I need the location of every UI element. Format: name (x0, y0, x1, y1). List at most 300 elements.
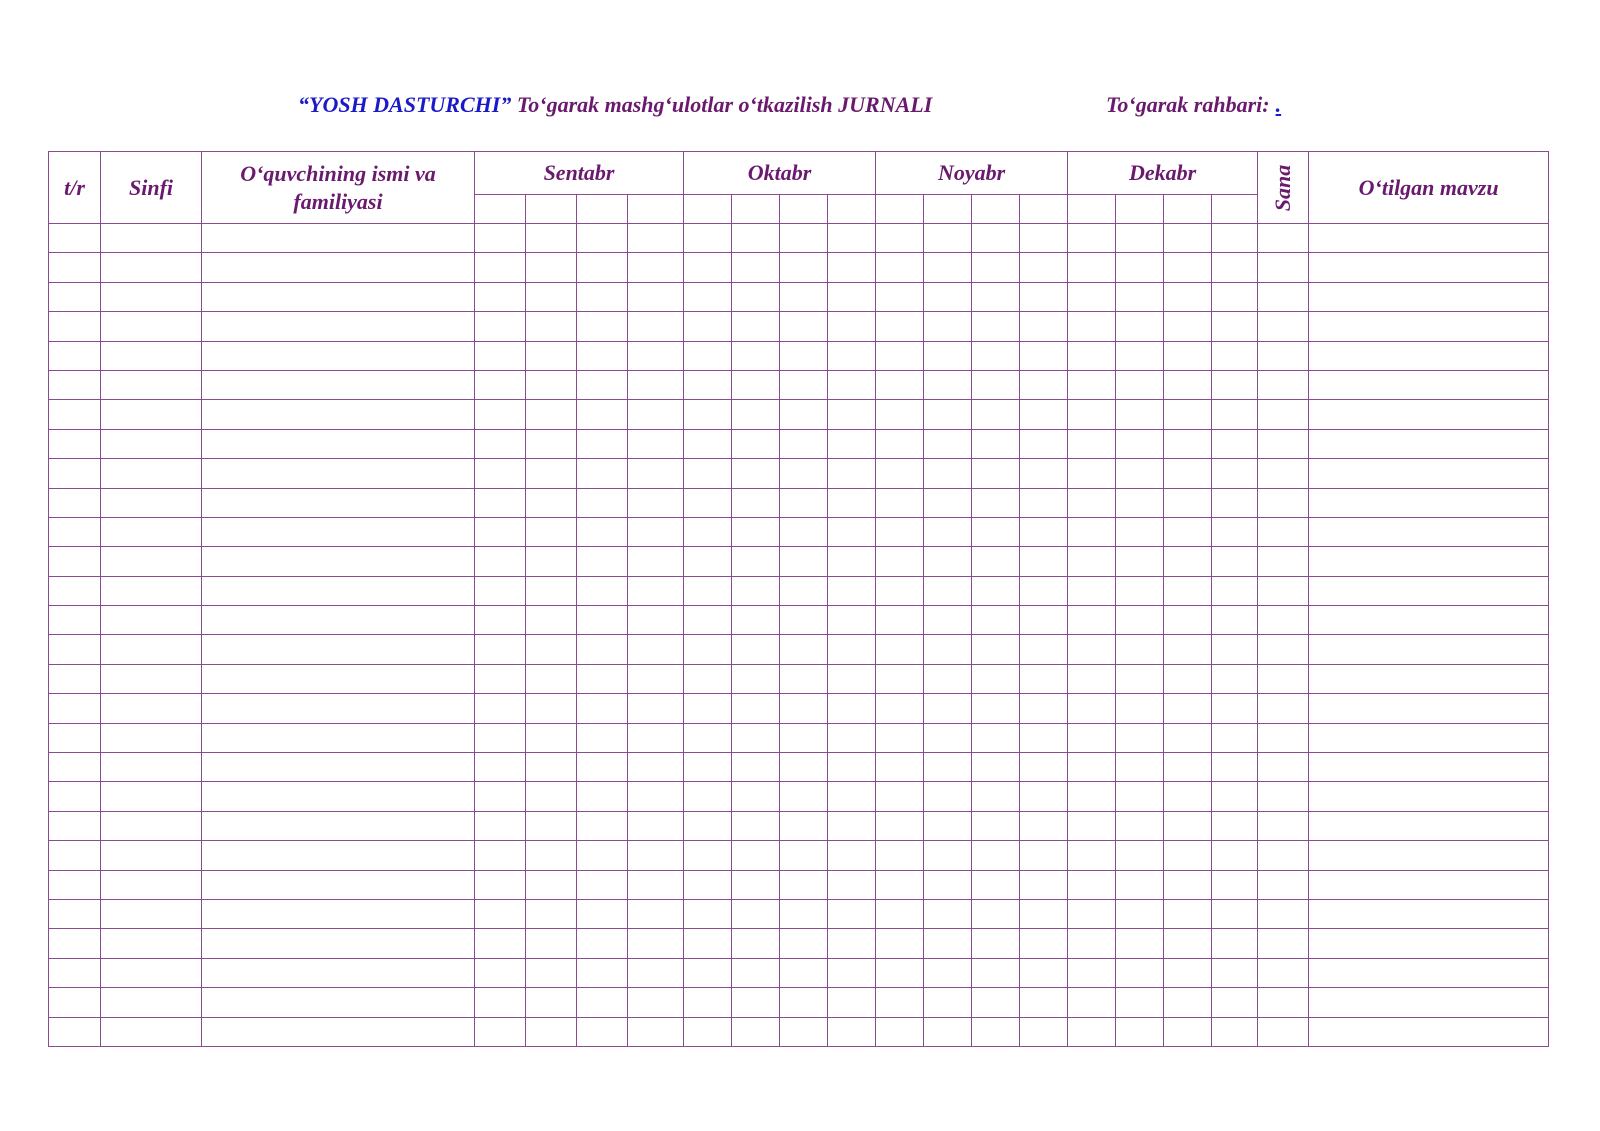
table-cell[interactable] (876, 547, 924, 576)
table-cell[interactable] (1068, 517, 1116, 546)
table-cell[interactable] (924, 664, 972, 693)
table-cell[interactable] (1164, 841, 1212, 870)
table-cell[interactable] (628, 811, 684, 840)
table-cell[interactable] (101, 224, 202, 253)
table-cell[interactable] (628, 488, 684, 517)
table-cell[interactable] (1309, 400, 1549, 429)
table-cell[interactable] (1258, 576, 1309, 605)
table-cell[interactable] (1020, 224, 1068, 253)
table-cell[interactable] (1164, 429, 1212, 458)
table-cell[interactable] (684, 547, 732, 576)
table-cell[interactable] (202, 400, 475, 429)
table-cell[interactable] (49, 929, 101, 958)
table-cell[interactable] (1309, 635, 1549, 664)
table-cell[interactable] (684, 282, 732, 311)
table-cell[interactable] (732, 606, 780, 635)
table-cell[interactable] (49, 282, 101, 311)
table-cell[interactable] (1068, 782, 1116, 811)
table-cell[interactable] (828, 312, 876, 341)
table-cell[interactable] (732, 929, 780, 958)
table-cell[interactable] (1258, 870, 1309, 899)
table-cell[interactable] (1164, 988, 1212, 1017)
table-cell[interactable] (780, 341, 828, 370)
table-cell[interactable] (101, 664, 202, 693)
table-cell[interactable] (1116, 488, 1164, 517)
table-cell[interactable] (1309, 664, 1549, 693)
table-cell[interactable] (1068, 488, 1116, 517)
table-cell[interactable] (876, 664, 924, 693)
table-cell[interactable] (1212, 576, 1258, 605)
table-cell[interactable] (202, 958, 475, 987)
table-cell[interactable] (780, 1017, 828, 1046)
table-cell[interactable] (876, 253, 924, 282)
table-cell[interactable] (202, 929, 475, 958)
table-cell[interactable] (780, 899, 828, 928)
table-cell[interactable] (1068, 224, 1116, 253)
table-cell[interactable] (732, 811, 780, 840)
table-cell[interactable] (1309, 488, 1549, 517)
table-cell[interactable] (828, 224, 876, 253)
table-cell[interactable] (924, 224, 972, 253)
table-cell[interactable] (924, 547, 972, 576)
table-cell[interactable] (828, 517, 876, 546)
table-cell[interactable] (49, 400, 101, 429)
table-cell[interactable] (202, 488, 475, 517)
table-cell[interactable] (577, 635, 628, 664)
table-cell[interactable] (1068, 370, 1116, 399)
table-cell[interactable] (1309, 782, 1549, 811)
table-cell[interactable] (475, 841, 526, 870)
table-cell[interactable] (577, 400, 628, 429)
table-cell[interactable] (828, 488, 876, 517)
table-cell[interactable] (1116, 547, 1164, 576)
table-cell[interactable] (876, 459, 924, 488)
table-cell[interactable] (49, 224, 101, 253)
table-cell[interactable] (1309, 870, 1549, 899)
table-cell[interactable] (49, 694, 101, 723)
table-cell[interactable] (1258, 723, 1309, 752)
table-cell[interactable] (780, 547, 828, 576)
table-cell[interactable] (876, 694, 924, 723)
table-cell[interactable] (1020, 517, 1068, 546)
table-cell[interactable] (828, 988, 876, 1017)
table-cell[interactable] (876, 312, 924, 341)
table-cell[interactable] (684, 1017, 732, 1046)
table-cell[interactable] (684, 664, 732, 693)
table-cell[interactable] (1116, 899, 1164, 928)
table-cell[interactable] (780, 929, 828, 958)
table-cell[interactable] (475, 723, 526, 752)
table-cell[interactable] (1116, 723, 1164, 752)
table-cell[interactable] (1068, 870, 1116, 899)
table-cell[interactable] (924, 811, 972, 840)
table-cell[interactable] (49, 488, 101, 517)
table-cell[interactable] (202, 811, 475, 840)
table-cell[interactable] (1258, 606, 1309, 635)
table-cell[interactable] (780, 635, 828, 664)
table-cell[interactable] (828, 694, 876, 723)
table-cell[interactable] (526, 282, 577, 311)
table-cell[interactable] (101, 341, 202, 370)
table-cell[interactable] (1068, 899, 1116, 928)
table-cell[interactable] (876, 753, 924, 782)
table-cell[interactable] (924, 517, 972, 546)
table-cell[interactable] (924, 753, 972, 782)
table-cell[interactable] (1164, 517, 1212, 546)
table-cell[interactable] (732, 841, 780, 870)
table-cell[interactable] (972, 811, 1020, 840)
table-cell[interactable] (1068, 312, 1116, 341)
table-cell[interactable] (526, 870, 577, 899)
table-cell[interactable] (780, 811, 828, 840)
table-cell[interactable] (1258, 958, 1309, 987)
table-cell[interactable] (628, 576, 684, 605)
table-cell[interactable] (1068, 929, 1116, 958)
table-cell[interactable] (1258, 488, 1309, 517)
table-cell[interactable] (1020, 782, 1068, 811)
table-cell[interactable] (49, 841, 101, 870)
table-cell[interactable] (972, 370, 1020, 399)
table-cell[interactable] (49, 664, 101, 693)
table-cell[interactable] (1258, 899, 1309, 928)
table-cell[interactable] (1020, 723, 1068, 752)
table-cell[interactable] (101, 635, 202, 664)
table-cell[interactable] (1212, 517, 1258, 546)
table-cell[interactable] (475, 635, 526, 664)
table-cell[interactable] (972, 1017, 1020, 1046)
table-cell[interactable] (101, 782, 202, 811)
table-cell[interactable] (924, 723, 972, 752)
table-cell[interactable] (1212, 282, 1258, 311)
table-cell[interactable] (876, 341, 924, 370)
table-cell[interactable] (526, 753, 577, 782)
table-cell[interactable] (202, 517, 475, 546)
table-cell[interactable] (876, 282, 924, 311)
table-cell[interactable] (1309, 517, 1549, 546)
table-cell[interactable] (1020, 870, 1068, 899)
table-cell[interactable] (780, 694, 828, 723)
table-cell[interactable] (1020, 400, 1068, 429)
table-cell[interactable] (628, 547, 684, 576)
table-cell[interactable] (1164, 370, 1212, 399)
table-cell[interactable] (1020, 459, 1068, 488)
table-cell[interactable] (828, 547, 876, 576)
table-cell[interactable] (1258, 253, 1309, 282)
table-cell[interactable] (202, 224, 475, 253)
table-cell[interactable] (780, 429, 828, 458)
table-cell[interactable] (101, 517, 202, 546)
table-cell[interactable] (49, 429, 101, 458)
table-cell[interactable] (1258, 1017, 1309, 1046)
table-cell[interactable] (526, 664, 577, 693)
table-cell[interactable] (1020, 958, 1068, 987)
table-cell[interactable] (202, 370, 475, 399)
table-cell[interactable] (526, 988, 577, 1017)
table-cell[interactable] (1068, 723, 1116, 752)
table-cell[interactable] (101, 1017, 202, 1046)
table-cell[interactable] (628, 841, 684, 870)
table-cell[interactable] (780, 606, 828, 635)
table-cell[interactable] (1116, 606, 1164, 635)
table-cell[interactable] (684, 723, 732, 752)
table-cell[interactable] (1116, 753, 1164, 782)
table-cell[interactable] (1212, 899, 1258, 928)
table-cell[interactable] (1212, 929, 1258, 958)
table-cell[interactable] (628, 870, 684, 899)
table-cell[interactable] (1020, 811, 1068, 840)
table-cell[interactable] (1164, 282, 1212, 311)
table-cell[interactable] (1116, 400, 1164, 429)
table-cell[interactable] (684, 576, 732, 605)
table-cell[interactable] (475, 576, 526, 605)
table-cell[interactable] (1068, 576, 1116, 605)
table-cell[interactable] (780, 841, 828, 870)
table-cell[interactable] (1309, 606, 1549, 635)
table-cell[interactable] (1212, 606, 1258, 635)
table-cell[interactable] (924, 253, 972, 282)
table-cell[interactable] (628, 429, 684, 458)
table-cell[interactable] (1164, 547, 1212, 576)
table-cell[interactable] (1212, 811, 1258, 840)
table-cell[interactable] (1068, 606, 1116, 635)
table-cell[interactable] (1164, 723, 1212, 752)
table-cell[interactable] (780, 400, 828, 429)
table-cell[interactable] (1020, 282, 1068, 311)
table-cell[interactable] (1309, 811, 1549, 840)
table-cell[interactable] (101, 400, 202, 429)
table-cell[interactable] (1258, 224, 1309, 253)
table-cell[interactable] (876, 988, 924, 1017)
table-cell[interactable] (1258, 811, 1309, 840)
table-cell[interactable] (828, 753, 876, 782)
table-cell[interactable] (1212, 753, 1258, 782)
table-cell[interactable] (628, 694, 684, 723)
table-cell[interactable] (1116, 253, 1164, 282)
table-cell[interactable] (49, 753, 101, 782)
table-cell[interactable] (828, 459, 876, 488)
table-cell[interactable] (1068, 547, 1116, 576)
table-cell[interactable] (202, 694, 475, 723)
table-cell[interactable] (972, 870, 1020, 899)
table-cell[interactable] (924, 1017, 972, 1046)
table-cell[interactable] (101, 282, 202, 311)
table-cell[interactable] (1309, 312, 1549, 341)
table-cell[interactable] (684, 753, 732, 782)
table-cell[interactable] (732, 341, 780, 370)
table-cell[interactable] (780, 224, 828, 253)
table-cell[interactable] (1258, 400, 1309, 429)
table-cell[interactable] (101, 576, 202, 605)
table-cell[interactable] (577, 958, 628, 987)
table-cell[interactable] (732, 664, 780, 693)
table-cell[interactable] (924, 694, 972, 723)
table-cell[interactable] (526, 459, 577, 488)
table-cell[interactable] (876, 606, 924, 635)
table-cell[interactable] (202, 753, 475, 782)
table-cell[interactable] (577, 811, 628, 840)
table-cell[interactable] (577, 988, 628, 1017)
table-cell[interactable] (1116, 782, 1164, 811)
table-cell[interactable] (1309, 341, 1549, 370)
table-cell[interactable] (1258, 429, 1309, 458)
table-cell[interactable] (732, 282, 780, 311)
table-cell[interactable] (628, 459, 684, 488)
table-cell[interactable] (1020, 576, 1068, 605)
table-cell[interactable] (972, 841, 1020, 870)
table-cell[interactable] (924, 370, 972, 399)
table-cell[interactable] (202, 312, 475, 341)
table-cell[interactable] (1212, 723, 1258, 752)
table-cell[interactable] (1164, 459, 1212, 488)
table-cell[interactable] (101, 694, 202, 723)
table-cell[interactable] (972, 429, 1020, 458)
table-cell[interactable] (475, 400, 526, 429)
table-cell[interactable] (972, 224, 1020, 253)
table-cell[interactable] (684, 811, 732, 840)
table-cell[interactable] (628, 282, 684, 311)
table-cell[interactable] (202, 664, 475, 693)
table-cell[interactable] (1068, 282, 1116, 311)
table-cell[interactable] (684, 606, 732, 635)
table-cell[interactable] (972, 635, 1020, 664)
table-cell[interactable] (526, 1017, 577, 1046)
table-cell[interactable] (101, 988, 202, 1017)
table-cell[interactable] (628, 606, 684, 635)
table-cell[interactable] (1164, 576, 1212, 605)
table-cell[interactable] (628, 370, 684, 399)
table-cell[interactable] (780, 664, 828, 693)
table-cell[interactable] (732, 547, 780, 576)
table-cell[interactable] (49, 870, 101, 899)
table-cell[interactable] (1212, 664, 1258, 693)
table-cell[interactable] (876, 488, 924, 517)
table-cell[interactable] (1309, 753, 1549, 782)
table-cell[interactable] (1309, 459, 1549, 488)
table-cell[interactable] (1258, 782, 1309, 811)
table-cell[interactable] (876, 429, 924, 458)
table-cell[interactable] (202, 841, 475, 870)
table-cell[interactable] (101, 723, 202, 752)
table-cell[interactable] (49, 958, 101, 987)
table-cell[interactable] (1020, 253, 1068, 282)
table-cell[interactable] (526, 723, 577, 752)
table-cell[interactable] (876, 517, 924, 546)
table-cell[interactable] (202, 782, 475, 811)
table-cell[interactable] (1164, 400, 1212, 429)
table-cell[interactable] (1068, 429, 1116, 458)
table-cell[interactable] (732, 694, 780, 723)
table-cell[interactable] (924, 870, 972, 899)
table-cell[interactable] (1258, 664, 1309, 693)
table-cell[interactable] (1164, 870, 1212, 899)
table-cell[interactable] (1164, 341, 1212, 370)
table-cell[interactable] (1068, 253, 1116, 282)
table-cell[interactable] (780, 723, 828, 752)
table-cell[interactable] (475, 488, 526, 517)
table-cell[interactable] (202, 606, 475, 635)
table-cell[interactable] (526, 635, 577, 664)
table-cell[interactable] (202, 988, 475, 1017)
table-cell[interactable] (1258, 841, 1309, 870)
table-cell[interactable] (101, 929, 202, 958)
table-cell[interactable] (1258, 312, 1309, 341)
table-cell[interactable] (475, 429, 526, 458)
table-cell[interactable] (972, 753, 1020, 782)
table-cell[interactable] (972, 899, 1020, 928)
table-cell[interactable] (1258, 547, 1309, 576)
table-cell[interactable] (972, 958, 1020, 987)
table-cell[interactable] (1068, 1017, 1116, 1046)
table-cell[interactable] (828, 576, 876, 605)
table-cell[interactable] (972, 312, 1020, 341)
table-cell[interactable] (684, 429, 732, 458)
table-cell[interactable] (1164, 1017, 1212, 1046)
table-cell[interactable] (780, 459, 828, 488)
table-cell[interactable] (1258, 370, 1309, 399)
table-cell[interactable] (828, 253, 876, 282)
table-cell[interactable] (202, 723, 475, 752)
table-cell[interactable] (1020, 547, 1068, 576)
table-cell[interactable] (475, 459, 526, 488)
table-cell[interactable] (684, 782, 732, 811)
table-cell[interactable] (876, 929, 924, 958)
table-cell[interactable] (732, 870, 780, 899)
table-cell[interactable] (1212, 488, 1258, 517)
table-cell[interactable] (49, 811, 101, 840)
table-cell[interactable] (202, 547, 475, 576)
table-cell[interactable] (49, 1017, 101, 1046)
table-cell[interactable] (475, 282, 526, 311)
table-cell[interactable] (526, 224, 577, 253)
table-cell[interactable] (684, 899, 732, 928)
table-cell[interactable] (49, 547, 101, 576)
table-cell[interactable] (628, 988, 684, 1017)
table-cell[interactable] (475, 224, 526, 253)
table-cell[interactable] (1258, 635, 1309, 664)
table-cell[interactable] (101, 753, 202, 782)
table-cell[interactable] (1258, 753, 1309, 782)
table-cell[interactable] (780, 958, 828, 987)
table-cell[interactable] (1068, 341, 1116, 370)
table-cell[interactable] (1164, 782, 1212, 811)
table-cell[interactable] (1116, 312, 1164, 341)
table-cell[interactable] (684, 459, 732, 488)
table-cell[interactable] (780, 870, 828, 899)
table-cell[interactable] (475, 547, 526, 576)
table-cell[interactable] (972, 282, 1020, 311)
table-cell[interactable] (1212, 370, 1258, 399)
table-cell[interactable] (1020, 694, 1068, 723)
table-cell[interactable] (49, 635, 101, 664)
table-cell[interactable] (828, 400, 876, 429)
table-cell[interactable] (1164, 694, 1212, 723)
table-cell[interactable] (202, 282, 475, 311)
table-cell[interactable] (475, 664, 526, 693)
table-cell[interactable] (1258, 988, 1309, 1017)
table-cell[interactable] (828, 1017, 876, 1046)
table-cell[interactable] (202, 253, 475, 282)
table-cell[interactable] (1068, 635, 1116, 664)
table-cell[interactable] (49, 312, 101, 341)
table-cell[interactable] (876, 635, 924, 664)
table-cell[interactable] (876, 1017, 924, 1046)
table-cell[interactable] (1309, 841, 1549, 870)
table-cell[interactable] (1116, 341, 1164, 370)
table-cell[interactable] (202, 635, 475, 664)
table-cell[interactable] (577, 664, 628, 693)
table-cell[interactable] (1020, 664, 1068, 693)
table-cell[interactable] (1164, 312, 1212, 341)
